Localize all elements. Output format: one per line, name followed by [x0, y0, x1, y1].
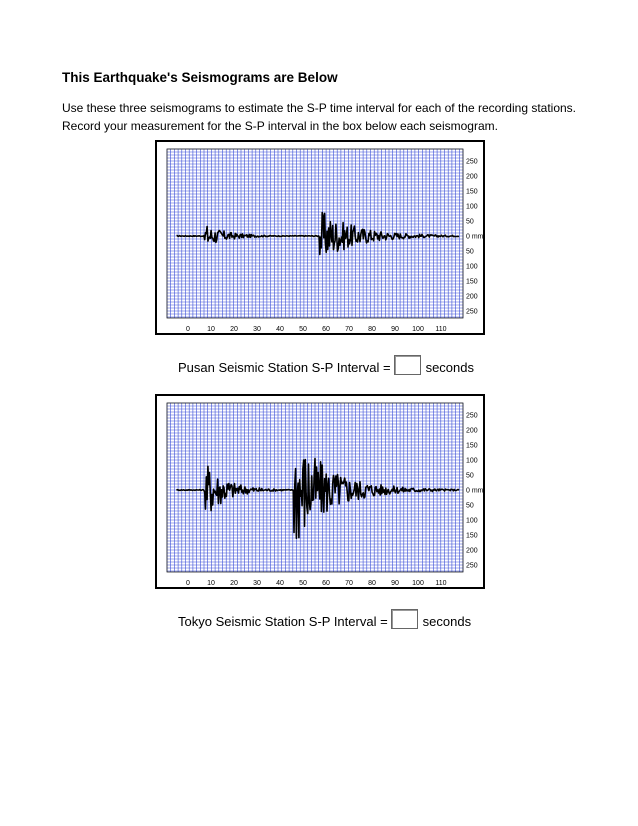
x-tick-label: 30: [253, 580, 261, 587]
x-tick-label: 90: [391, 580, 399, 587]
x-tick-label: 60: [322, 580, 330, 587]
x-tick-label: 50: [299, 580, 307, 587]
x-tick-label: 80: [368, 326, 376, 333]
y-tick-label: 150: [466, 278, 478, 286]
y-tick-label: 150: [466, 442, 478, 450]
tokyo-interval-row: [178, 609, 471, 629]
x-tick-label: 80: [368, 580, 376, 587]
y-tick-label: 150: [466, 532, 478, 540]
y-tick-label: 250: [466, 308, 478, 316]
pusan-seismogram-plot: [157, 142, 483, 333]
x-tick-label: 0: [186, 326, 190, 333]
pusan-interval-unit: seconds: [425, 360, 474, 375]
y-tick-label: 200: [466, 173, 478, 181]
tokyo-interval-unit: seconds: [422, 614, 472, 629]
x-tick-label: 110: [435, 326, 447, 333]
y-tick-label: 0 mm: [466, 487, 483, 495]
y-tick-label: 100: [466, 517, 478, 525]
x-tick-label: 100: [412, 326, 424, 333]
y-tick-label: 250: [466, 158, 478, 166]
y-tick-label: 250: [466, 562, 478, 570]
x-tick-label: 90: [391, 326, 399, 333]
instruction-line-2: Record your measurement for the S-P interval in the box below each seismogram.: [62, 119, 498, 133]
x-tick-label: 0: [186, 580, 190, 587]
instruction-line-1: Use these three seismograms to estimate the S-P time interval for each of the recording stations.: [62, 101, 577, 115]
tokyo-seismogram-plot: [157, 396, 483, 587]
y-tick-label: 50: [466, 472, 474, 480]
x-tick-label: 50: [299, 326, 307, 333]
x-tick-label: 10: [207, 326, 215, 333]
x-tick-label: 110: [435, 580, 447, 587]
x-tick-label: 10: [207, 580, 215, 587]
x-tick-label: 100: [412, 580, 424, 587]
pusan-interval-row: [178, 355, 474, 375]
tokyo-seismogram: [155, 394, 485, 589]
x-tick-label: 20: [230, 326, 238, 333]
x-tick-label: 20: [230, 580, 238, 587]
y-tick-label: 50: [466, 502, 474, 510]
x-tick-label: 60: [322, 326, 330, 333]
y-tick-label: 200: [466, 427, 478, 435]
x-tick-label: 70: [345, 326, 353, 333]
pusan-interval-label: Pusan Seismic Station S-P Interval =: [178, 360, 391, 375]
instructions: [62, 99, 602, 135]
y-tick-label: 250: [466, 412, 478, 420]
y-tick-label: 200: [466, 547, 478, 555]
page-title: This Earthquake's Seismograms are Below: [62, 70, 338, 85]
y-tick-label: 200: [466, 293, 478, 301]
pusan-interval-input[interactable]: [394, 355, 421, 375]
y-tick-label: 150: [466, 188, 478, 196]
y-tick-label: 100: [466, 457, 478, 465]
y-tick-label: 0 mm: [466, 233, 483, 241]
pusan-seismogram: [155, 140, 485, 335]
tokyo-interval-input[interactable]: [391, 609, 418, 629]
x-tick-label: 70: [345, 580, 353, 587]
x-tick-label: 40: [276, 326, 284, 333]
y-tick-label: 50: [466, 218, 474, 226]
y-tick-label: 50: [466, 248, 474, 256]
y-tick-label: 100: [466, 263, 478, 271]
tokyo-interval-label: Tokyo Seismic Station S-P Interval =: [178, 614, 388, 629]
y-tick-label: 100: [466, 203, 478, 211]
x-tick-label: 40: [276, 580, 284, 587]
x-tick-label: 30: [253, 326, 261, 333]
